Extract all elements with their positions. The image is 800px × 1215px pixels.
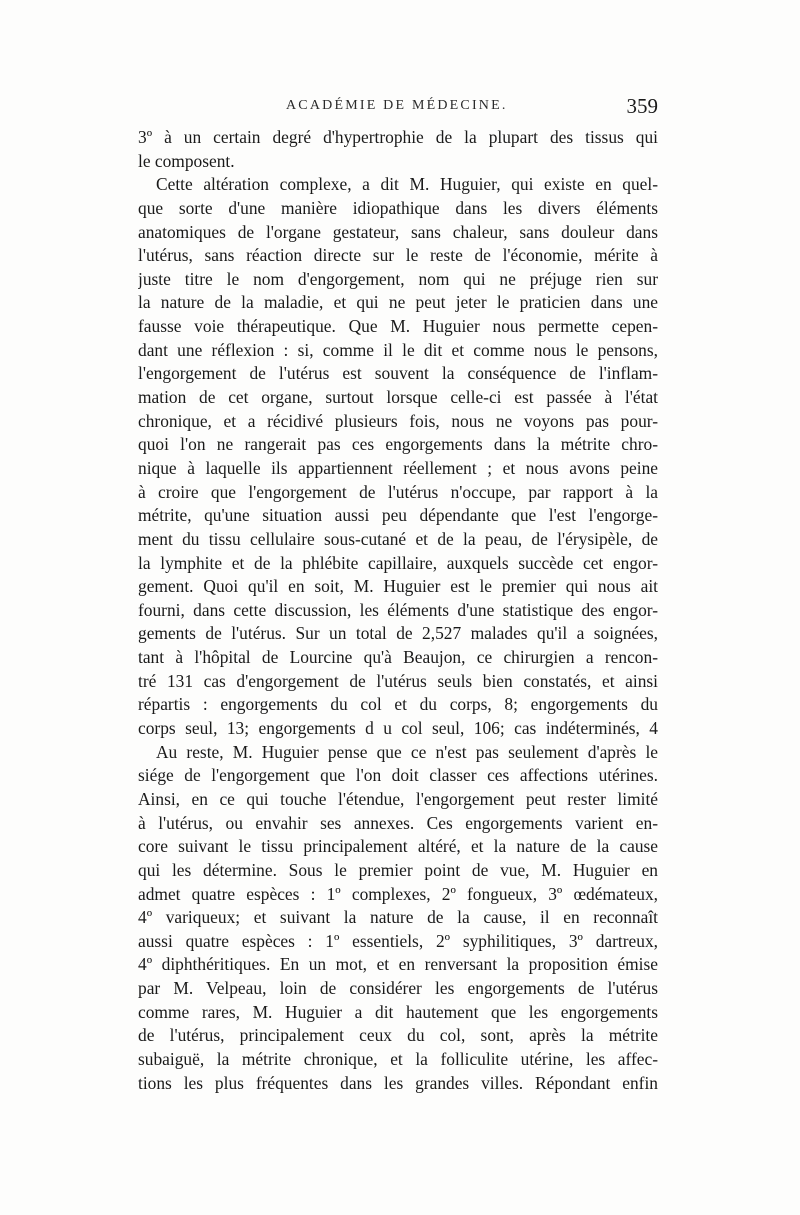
text-line: le composent. [138, 150, 235, 171]
text-line: 4º variqueux; et suivant la nature de la cause, il en reconnaît [138, 907, 658, 928]
text-line: Cette altération complexe, a dit M. Huguier, qui existe en quel- [156, 174, 658, 195]
body-text [138, 126, 658, 1095]
text-line: Au reste, M. Huguier pense que ce n'est pas seulement d'après le [156, 741, 658, 762]
text-line: de l'utérus, principalement ceux du col, sont, après la métrite [138, 1025, 658, 1046]
text-line: gements de l'utérus. Sur un total de 2,527 malades qu'il a soignées, [138, 623, 658, 644]
text-line: aussi quatre espèces : 1º essentiels, 2º syphilitiques, 3º dartreux, [138, 930, 658, 951]
text-line: 3º à un certain degré d'hypertrophie de la plupart des tissus qui [138, 127, 658, 147]
text-line: gement. Quoi qu'il en soit, M. Huguier est le premier qui nous ait [138, 576, 658, 597]
text-line: la nature de la maladie, et qui ne peut jeter le praticien dans une [138, 292, 658, 313]
text-line: ment du tissu cellulaire sous-cutané et de la peau, de l'érysipèle, de [138, 528, 658, 549]
text-line: chronique, et a récidivé plusieurs fois, nous ne voyons pas pour- [138, 410, 658, 431]
text-line: tant à l'hôpital de Lourcine qu'à Beaujon, ce chirurgien a rencon- [138, 647, 658, 668]
text-line: admet quatre espèces : 1º complexes, 2º fongueux, 3º œdémateux, [138, 883, 658, 904]
text-line: par M. Velpeau, loin de considérer les engorgements de l'utérus [138, 978, 658, 999]
text-line: fourni, dans cette discussion, les éléments d'une statistique des engor- [138, 599, 658, 620]
text-line: core suivant le tissu principalement altéré, et la nature de la cause [138, 836, 658, 857]
text-line: quoi l'on ne rangerait pas ces engorgements dans la métrite chro- [138, 434, 658, 455]
text-line: l'utérus, sans réaction directe sur le reste de l'économie, mérite à [138, 245, 658, 266]
text-line: Ainsi, en ce qui touche l'étendue, l'engorgement peut rester limité [138, 788, 658, 809]
text-line: tré 131 cas d'engorgement de l'utérus seuls bien constatés, et ainsi [138, 670, 658, 691]
text-line: métrite, qu'une situation aussi peu dépendante que l'est l'engorge- [138, 505, 658, 526]
text-line: mation de cet organe, surtout lorsque celle-ci est passée à l'état [138, 387, 658, 408]
text-line: que sorte d'une manière idiopathique dans les divers éléments [138, 197, 658, 218]
text-line: nique à laquelle ils appartiennent réellement ; et nous avons peine [138, 457, 658, 478]
text-line: répartis : engorgements du col et du corps, 8; engorgements du [138, 694, 658, 715]
running-title: ACADÉMIE DE MÉDECINE. [286, 98, 508, 113]
text-line: dant une réflexion : si, comme il le dit et comme nous le pensons, [138, 339, 658, 360]
text-line: juste titre le nom d'engorgement, nom qui ne préjuge rien sur [138, 268, 658, 289]
text-line: à l'utérus, ou envahir ses annexes. Ces engorgements varient en- [138, 812, 658, 833]
text-line: corps seul, 13; engorgements d u col seul, 106; cas indéterminés, 4 [138, 718, 658, 739]
page-header [138, 94, 658, 122]
text-line: siége de l'engorgement que l'on doit classer ces affections utérines. [138, 765, 658, 786]
text-line: comme rares, M. Huguier a dit hautement que les engorgements [138, 1001, 658, 1022]
text-line: qui les détermine. Sous le premier point de vue, M. Huguier en [138, 859, 658, 880]
text-line: subaiguë, la métrite chronique, et la folliculite utérine, les affec- [138, 1048, 658, 1069]
text-line: anatomiques de l'organe gestateur, sans chaleur, sans douleur dans [138, 221, 658, 242]
text-line: fausse voie thérapeutique. Que M. Huguier nous permette cepen- [138, 316, 658, 337]
text-line: la lymphite et de la phlébite capillaire, auxquels succède cet engor- [138, 552, 658, 573]
text-line: à croire que l'engorgement de l'utérus n'occupe, par rapport à la [138, 481, 658, 502]
text-line: l'engorgement de l'utérus est souvent la conséquence de l'inflam- [138, 363, 658, 384]
text-line: tions les plus fréquentes dans les grandes villes. Répondant enfin [138, 1072, 658, 1093]
text-line: 4º diphthéritiques. En un mot, et en renversant la proposition émise [138, 954, 658, 975]
page-number: 359 [626, 94, 658, 118]
